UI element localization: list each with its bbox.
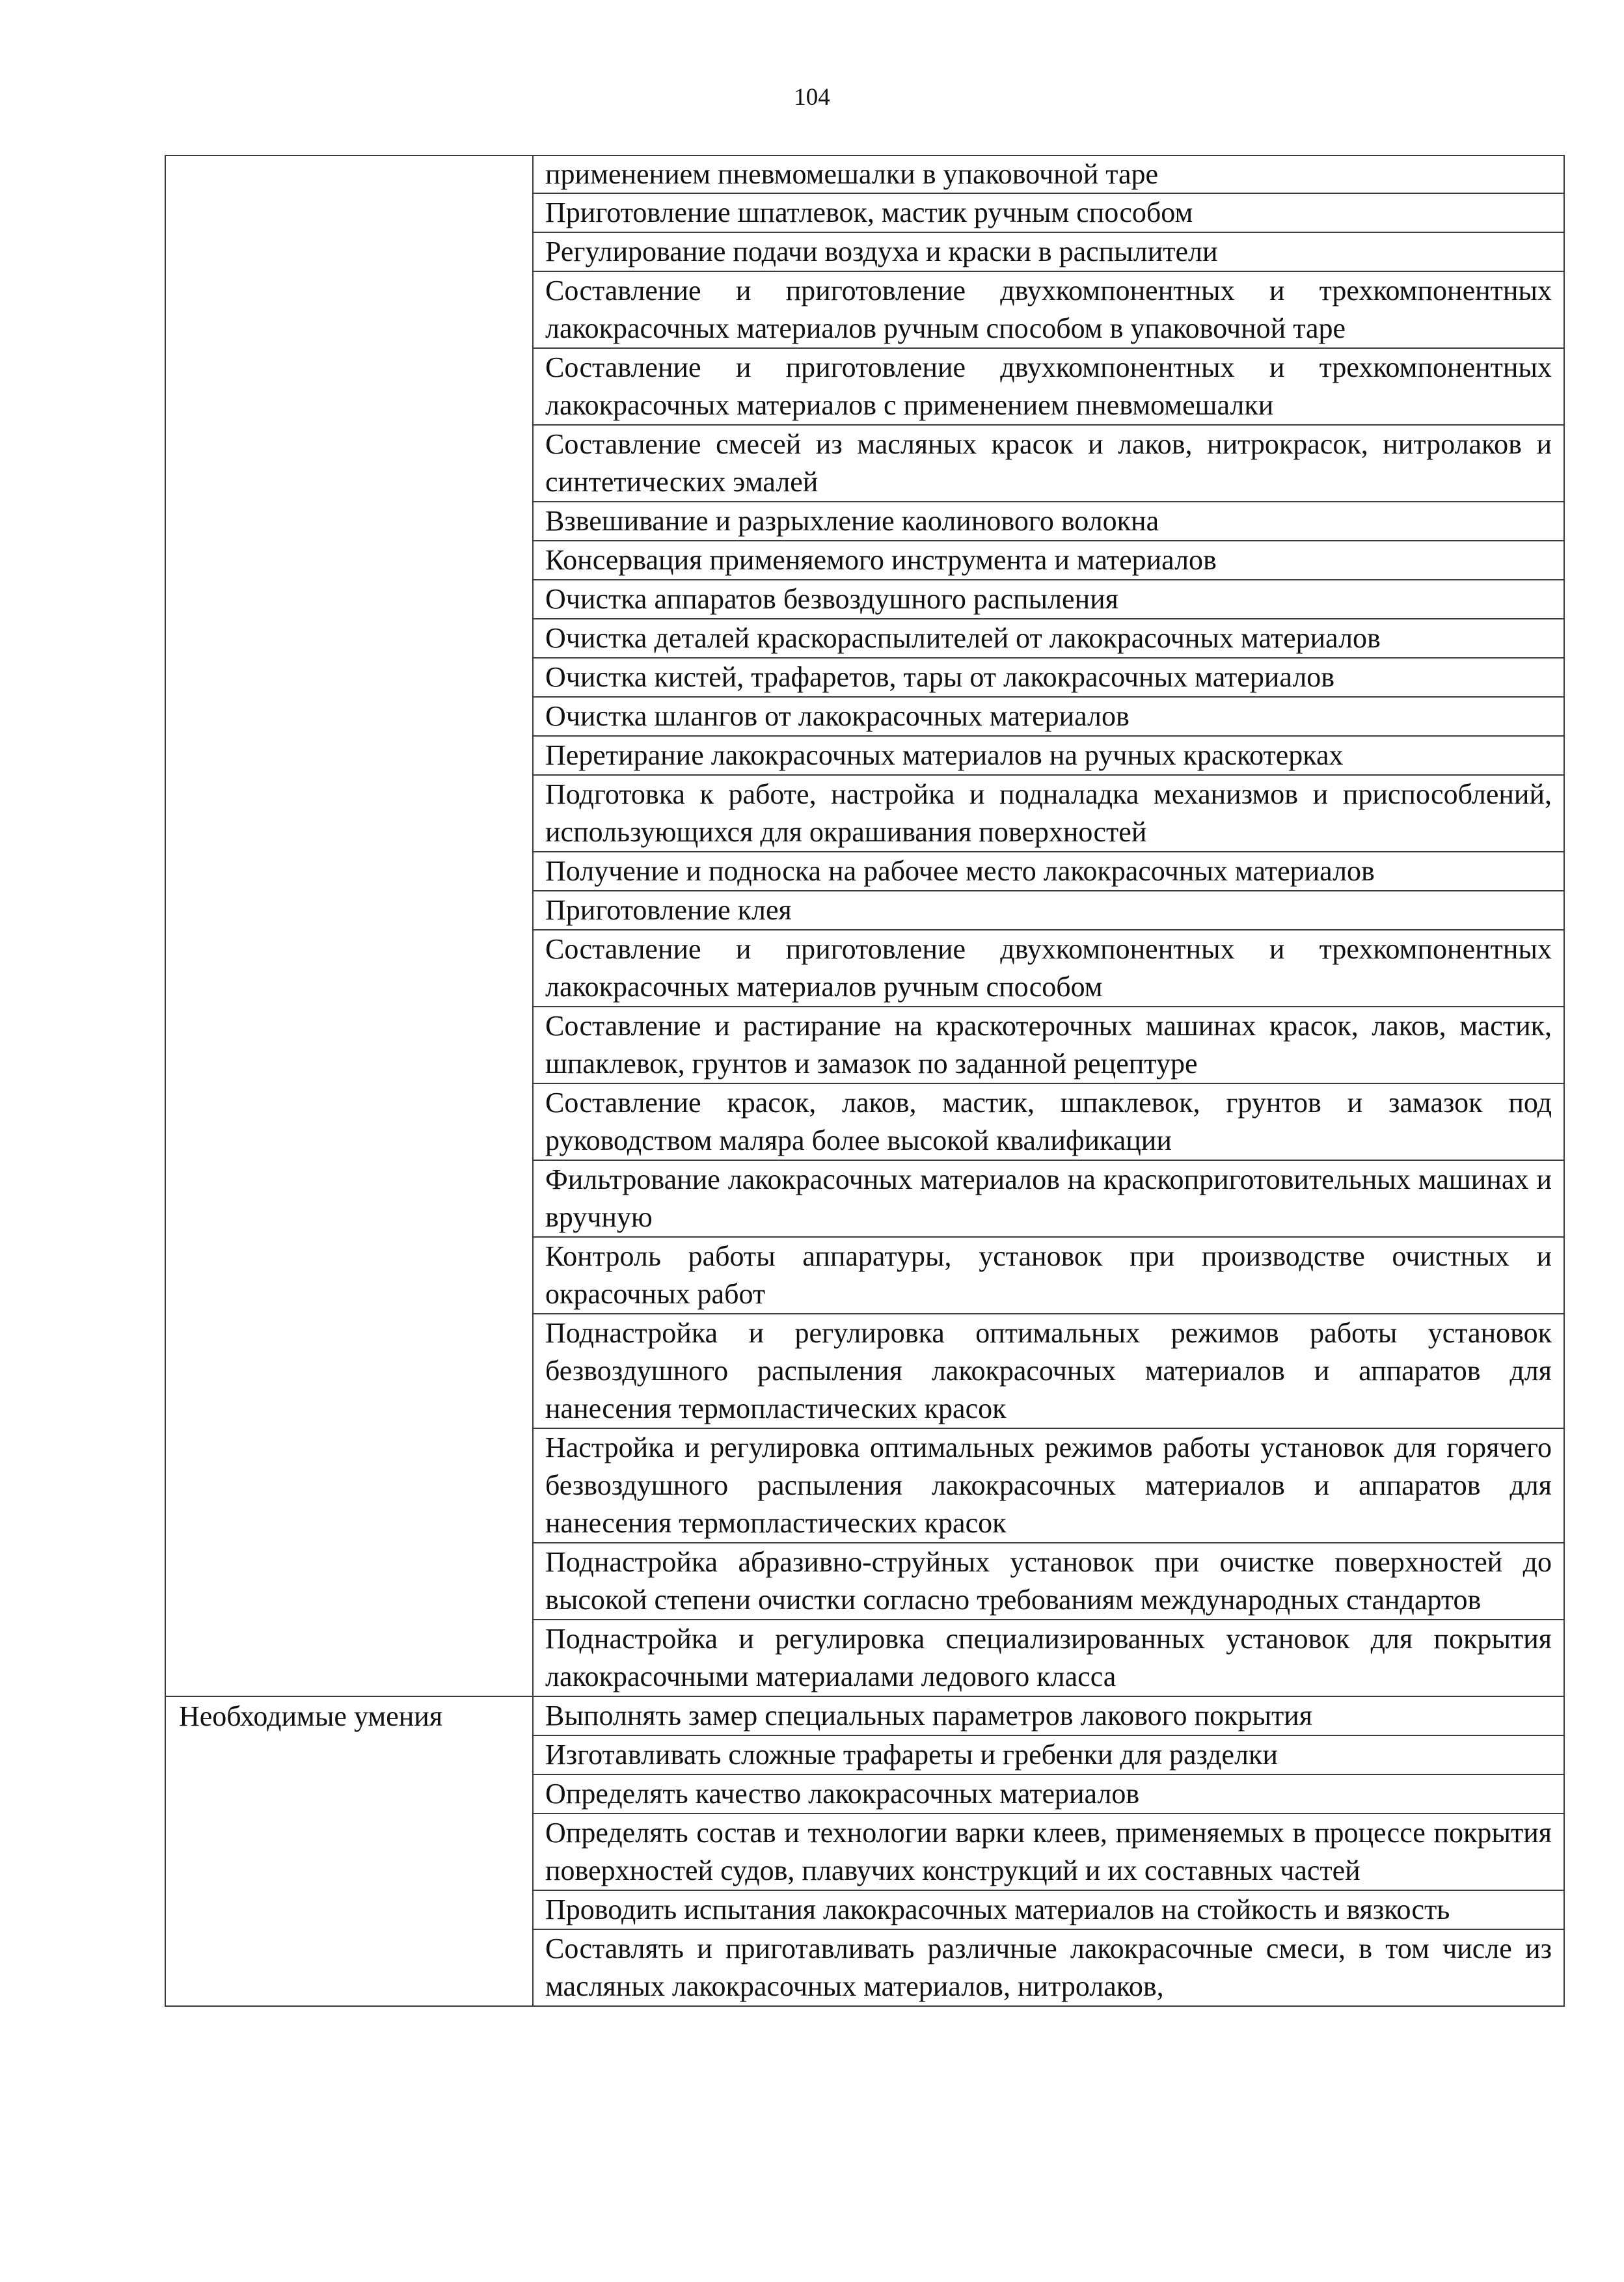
table-row-required-skills bbox=[165, 1696, 1564, 2006]
list-item: Приготовление клея bbox=[534, 891, 1563, 930]
list-item: Поднастройка абразивно-струйных установок при очистке поверхностей до высокой степени очистки согласно требованиям международных стандартов bbox=[534, 1543, 1563, 1620]
list-item: Составление и приготовление двухкомпонентных и трехкомпонентных лакокрасочных материалов ручным способом в упаковочной таре bbox=[534, 272, 1563, 349]
list-item: Определять качество лакокрасочных материалов bbox=[534, 1775, 1563, 1814]
list-item: Настройка и регулировка оптимальных режимов работы установок для горячего безвоздушного распыления лакокрасочных материалов и аппаратов для нанесения термопластических красок bbox=[534, 1429, 1563, 1543]
list-item: Контроль работы аппаратуры, установок при производстве очистных и окрасочных работ bbox=[534, 1238, 1563, 1314]
list-item: Взвешивание и разрыхление каолинового волокна bbox=[534, 502, 1563, 541]
list-item: Составлять и приготавливать различные лакокрасочные смеси, в том числе из масляных лакокрасочных материалов, нитролаков, bbox=[545, 1933, 1552, 2002]
list-item: Изготавливать сложные трафареты и гребенки для разделки bbox=[534, 1736, 1563, 1775]
list-item: Очистка кистей, трафаретов, тары от лакокрасочных материалов bbox=[534, 659, 1563, 698]
requirements-table bbox=[165, 155, 1565, 2007]
list-item: Очистка аппаратов безвоздушного распыления bbox=[534, 580, 1563, 619]
list-item: Определять состав и технологии варки клеев, применяемых в процессе покрытия поверхностей судов, плавучих конструкций и их составных частей bbox=[534, 1814, 1563, 1891]
list-item: Выполнять замер специальных параметров лакового покрытия bbox=[534, 1697, 1563, 1736]
list-item: Поднастройка и регулировка специализированных установок для покрытия лакокрасочными материалами ледового класса bbox=[545, 1623, 1552, 1692]
row-label-cell bbox=[165, 156, 533, 1696]
list-item: Поднастройка и регулировка оптимальных режимов работы установок безвоздушного распыления лакокрасочных материалов и аппаратов для нанесения термопластических красок bbox=[534, 1314, 1563, 1429]
list-item: Приготовление шпатлевок, мастик ручным способом bbox=[534, 194, 1563, 233]
list-item: Составление смесей из масляных красок и лаков, нитрокрасок, нитролаков и синтетических эмалей bbox=[534, 426, 1563, 502]
row-label: Необходимые умения bbox=[179, 1700, 443, 1732]
list-item: Консервация применяемого инструмента и материалов bbox=[534, 541, 1563, 580]
list-item: Подготовка к работе, настройка и подналадка механизмов и приспособлений, использующихся для окрашивания поверхностей bbox=[534, 776, 1563, 852]
list-item: Проводить испытания лакокрасочных материалов на стойкость и вязкость bbox=[534, 1891, 1563, 1930]
list-item: Составление и приготовление двухкомпонентных и трехкомпонентных лакокрасочных материалов с применением пневмомешалки bbox=[534, 349, 1563, 426]
list-item: Составление и приготовление двухкомпонентных и трехкомпонентных лакокрасочных материалов ручным способом bbox=[534, 930, 1563, 1007]
page-number: 104 bbox=[794, 84, 830, 111]
list-item: Получение и подноска на рабочее место лакокрасочных материалов bbox=[534, 852, 1563, 891]
list-item: Очистка шлангов от лакокрасочных материалов bbox=[534, 698, 1563, 737]
row-label-cell bbox=[165, 1696, 533, 2006]
list-item: Фильтрование лакокрасочных материалов на краскоприготовительных машинах и вручную bbox=[534, 1161, 1563, 1238]
list-item: Составление красок, лаков, мастик, шпаклевок, грунтов и замазок под руководством маляра более высокой квалификации bbox=[534, 1084, 1563, 1161]
list-item: Очистка деталей краскораспылителей от лакокрасочных материалов bbox=[534, 619, 1563, 659]
items-cell bbox=[533, 156, 1564, 1696]
table-row-labor-actions bbox=[165, 156, 1564, 1696]
items-cell bbox=[533, 1696, 1564, 2006]
list-item: Регулирование подачи воздуха и краски в распылители bbox=[534, 233, 1563, 272]
list-item: Составление и растирание на краскотерочных машинах красок, лаков, мастик, шпаклевок, грунтов и замазок по заданной рецептуре bbox=[534, 1007, 1563, 1084]
list-item: применением пневмомешалки в упаковочной таре bbox=[534, 156, 1563, 194]
list-item: Перетирание лакокрасочных материалов на ручных краскотерках bbox=[534, 737, 1563, 776]
